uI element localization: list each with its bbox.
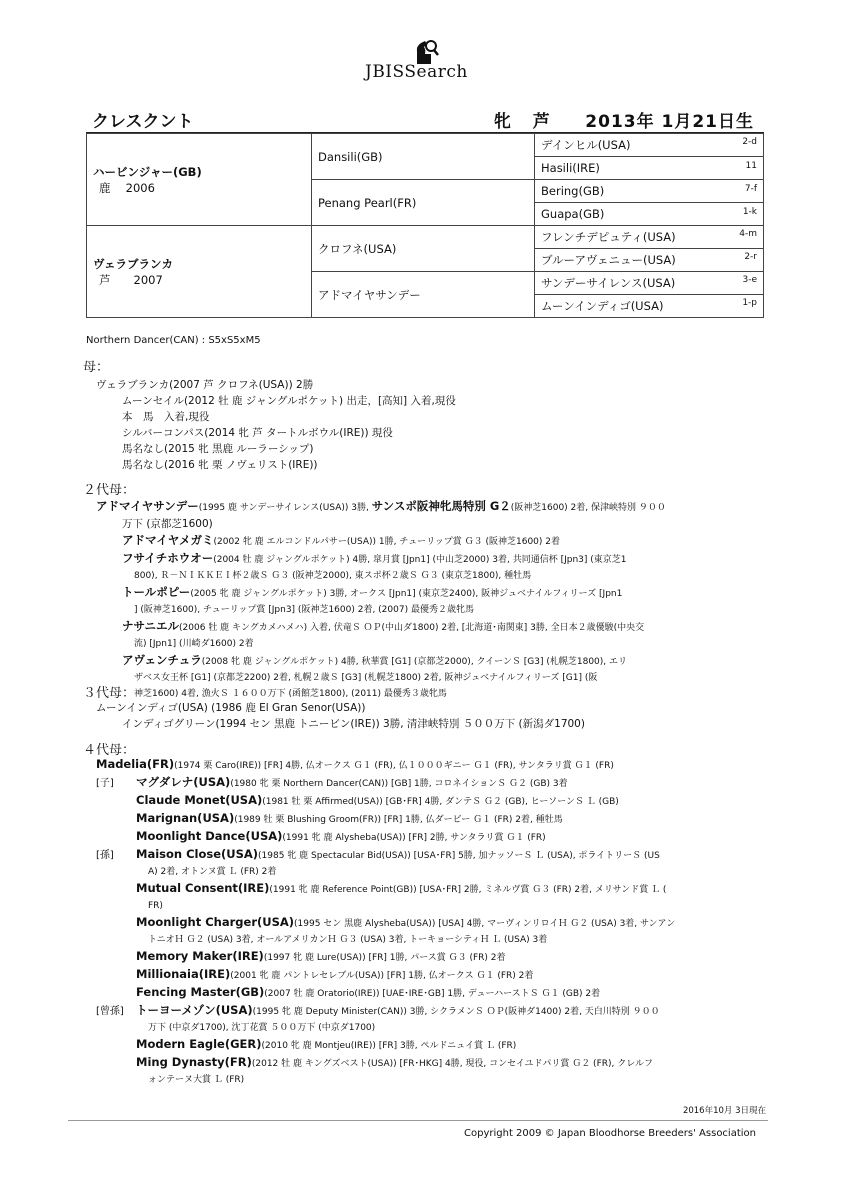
g4-main-line: Madelia(FR)(1974 栗 Caro(IRE)) [FR] 4勝, 仏オークス Ｇ１ (FR), 仏１０００ギニー Ｇ１ (FR), サンタラリ賞 Ｇ１ (FR) [96,757,614,771]
pedigree-g3-cell: ブルーアヴェニュー(USA) 2-r [535,249,764,272]
g4-row: Fencing Master(GB)(2007 牡 鹿 Oratorio(IRE)) [UAE･IRE･GB] 1勝, デューハーストＳ Ｇ１ (GB) 2着 [136,985,601,999]
g4-row: Claude Monet(USA)(1981 牡 栗 Affirmed(USA)) [GB･FR] 4勝, ダンテＳ Ｇ２ (GB), ヒーソーンＳ Ｌ (GB) [136,793,619,807]
g2-main-cont: 万下 (京都芝1600) [122,518,213,530]
g4-row-cont: トニオＨ Ｇ２ (USA) 3着, オールアメリカンＨ Ｇ３ (USA) 3着, トーキョーシティＨ Ｌ (USA) 3着 [148,935,548,945]
g2-kid-line: アドマイヤメガミ(2002 牝 鹿 エルコンドルパサー(USA)) 1勝, チューリップ賞 Ｇ３ (阪神芝1600) 2着 [122,533,560,547]
dam-line: 馬名なし(2016 牝 栗 ノヴェリスト(IRE)) [122,459,318,471]
dam-line: ヴェラブランカ(2007 芦 クロフネ(USA)) 2勝 [96,379,314,391]
pedigree-g3-cell: ムーンインディゴ(USA) 1-p [535,295,764,318]
dam-sub: 芦 2007 [99,272,163,287]
horse-color: 芦 [532,112,551,132]
dam-line: ムーンセイル(2012 牡 鹿 ジャングルポケット) 出走，[高知] 入着,現役 [122,395,456,407]
pedigree-g3-cell: Hasili(IRE) 11 [535,157,764,180]
footer-date: 2016年10月 3日現在 [682,1106,766,1116]
g2-kid-line: ナサニエル(2006 牡 鹿 キングカメハメハ) 入着, 伏竜Ｓ ＯＰ(中山ダ1800) 2着, [北海道･南関東] 3勝, 全日本２歳優駿(中央交 [122,619,645,633]
g4-row: Memory Maker(IRE)(1997 牝 鹿 Lure(USA)) [FR] 1勝, パース賞 Ｇ３ (FR) 2着 [136,949,506,963]
g4-row: Modern Eagle(GER)(2010 牝 鹿 Montjeu(IRE)) [FR] 3勝, ペルドニュイ賞 Ｌ (FR) [136,1037,517,1051]
g2-kid-cont: ザベス女王杯 [G1] (京都芝2200) 2着, 札幌２歳Ｓ [G3] (札幌芝1800) 2着, 阪神ジュベナイルフィリーズ [G1] (阪 [134,673,598,683]
sire-name: ハービンジャー(GB) [93,164,202,179]
g4-row: Marignan(USA)(1989 牡 栗 Blushing Groom(FR)) [FR] 1勝, 仏ダービー Ｇ１ (FR) 2着, 種牡馬 [136,811,563,825]
g3-section [86,700,776,732]
g4-row: Moonlight Dance(USA)(1991 牝 鹿 Alysheba(USA)) [FR] 2勝, サンタラリ賞 Ｇ１ (FR) [136,829,546,843]
pedigree-sire [87,134,312,226]
g2-kid-line: トールポピー(2005 牝 鹿 ジャングルポケット) 3勝, オークス [Jpn1] (東京芝2400), 阪神ジュベナイルフィリーズ [Jpn1 [122,585,623,599]
section-dam-heading: 母： [83,360,110,375]
g3-line: インディゴグリーン(1994 セン 黒鹿 トニービン(IRE)) 3勝, 清津峡特別 ５００万下 (新潟ダ1700) [122,718,585,730]
g4-row: [子] マグダレナ(USA)(1980 牝 栗 Northern Dancer(CAN)) [GB] 1勝, コロネイションＳ Ｇ２ (GB) 3着 [86,774,776,792]
g2-kid-cont: 800), Ｒ－ＮＩＫＫＥＩ杯２歳Ｓ Ｇ３ (阪神芝2000), 東スポ杯２歳Ｓ Ｇ３ (東京芝1800), 種牡馬 [134,571,532,581]
pedigree-dam-sire: クロフネ(USA) [312,226,535,272]
g4-row: Mutual Consent(IRE)(1991 牝 鹿 Reference Point(GB)) [USA･FR] 2勝, ミネルヴ賞 Ｇ３ (FR) 2着, メリサンド賞 Ｌ ( [136,881,667,895]
g4-relation-tag: [曾孫] [96,1006,124,1017]
g2-kid-cont: 流) [Jpn1] (川崎ダ1600) 2着 [134,639,254,649]
footer-copyright: Copyright 2009 © Japan Bloodhorse Breeders' Association [464,1128,756,1139]
pedigree-g3-cell: Bering(GB) 7-f [535,180,764,203]
g4-row: Ming Dynasty(FR)(2012 牡 鹿 キングズベスト(USA)) [FR･HKG] 4勝, 現役, コンセイユドパリ賞 Ｇ２ (FR), クレルフ [136,1055,654,1069]
g4-relation-tag: [孫] [96,850,114,861]
g4-row-cont: ォンテーヌ大賞 Ｌ (FR) [148,1075,245,1085]
g2-kid-cont: ] (阪神芝1600), チューリップ賞 [Jpn3] (阪神芝1600) 2着, (2007) 最優秀２歳牝馬 [134,605,474,615]
dam-name: ヴェラブランカ [93,256,174,271]
footer-divider [68,1120,768,1121]
dam-line: 馬名なし(2015 牝 黒鹿 ルーラーシップ) [122,443,314,455]
horse-sex: 牝 [493,112,512,132]
g4-row: Moonlight Charger(USA)(1995 セン 黒鹿 Alysheba(USA)) [USA] 4勝, マーヴィンリロイＨ Ｇ２ (USA) 3着, サンアン [136,915,676,929]
horse-name: クレスクント [92,112,194,132]
pedigree-g3-cell: デインヒル(USA) 2-d [535,134,764,157]
pedigree-dam-dam: アドマイヤサンデー [312,272,535,318]
pedigree-sire-sire: Dansili(GB) [312,134,535,180]
horse-title-row [86,102,764,133]
jbis-search-logo [365,38,495,86]
g4-section [86,756,776,1088]
g2-kid-line: フサイチホウオー(2004 牡 鹿 ジャングルポケット) 4勝, 皐月賞 [Jpn1] (中山芝2000) 3着, 共同通信杯 [Jpn3] (東京芝1 [122,551,627,565]
g4-row: [曾孫] トーヨーメゾン(USA)(1995 牝 鹿 Deputy Minister(CAN)) 3勝, シクラメンＳ ＯＰ(阪神ダ1400) 2着, 天白川特別 ９００ [86,1002,776,1020]
horse-birth: 2013年 1月21日生 [585,112,754,132]
section-g4-heading: ４代母： [83,743,136,758]
section-g2-heading: ２代母： [83,483,136,498]
pedigree-dam [87,226,312,318]
g4-row-cont: FR) [148,901,163,911]
g2-main-line: アドマイヤサンデー(1995 鹿 サンデーサイレンス(USA)) 3勝, サンスポ阪神牝馬特別 G２(阪神芝1600) 2着, 保津峡特別 ９００ [96,499,666,513]
dam-line: 本 馬 入着,現役 [122,411,210,423]
g2-kid-line: アヴェンチュラ(2008 牝 鹿 ジャングルポケット) 4勝, 秋華賞 [G1] (京都芝2000), クイーンＳ [G3] (札幌芝1800), エリ [122,653,627,667]
pedigree-g3-cell: フレンチデピュティ(USA) 4-m [535,226,764,249]
g4-relation-tag: [子] [96,778,114,789]
inbreeding-note: Northern Dancer(CAN) : S5xS5xM5 [86,335,261,346]
g4-row-cont: 万下 (中京ダ1700), 沈丁花賞 ５００万下 (中京ダ1700) [148,1023,376,1033]
section-g3-heading: ３代母： [83,686,136,701]
g4-row: Millionaia(IRE)(2001 牝 鹿 パントレセレブル(USA)) [FR] 1勝, 仏オークス Ｇ１ (FR) 2着 [136,967,534,981]
pedigree-table [86,133,764,318]
dam-line: シルバーコンパス(2014 牝 芦 タートルボウル(IRE)) 現役 [122,427,393,439]
logo-search: Search [404,62,468,82]
logo-jbis: JBIS [365,62,405,82]
dam-section [86,377,776,473]
pedigree-g3-cell: Guapa(GB) 1-k [535,203,764,226]
sire-sub: 鹿 2006 [99,180,155,195]
horse-meta [494,107,754,132]
g4-row: [孫] Maison Close(USA)(1985 牝 鹿 Spectacular Bid(USA)) [USA･FR] 5勝, 加ナッソーＳ Ｌ (USA), ポライトリーＳ (US [86,846,776,864]
g2-kid-cont: 神芝1600) 4着, 漁火Ｓ １６００万下 (函館芝1800), (2011) 最優秀３歳牝馬 [134,689,447,699]
g4-row-cont: A) 2着, オトンヌ賞 Ｌ (FR) 2着 [148,867,277,877]
pedigree-sire-dam: Penang Pearl(FR) [312,180,535,226]
g2-section [86,498,776,702]
pedigree-g3-cell: サンデーサイレンス(USA) 3-e [535,272,764,295]
g3-line: ムーンインディゴ(USA) (1986 鹿 El Gran Senor(USA)) [96,702,366,714]
